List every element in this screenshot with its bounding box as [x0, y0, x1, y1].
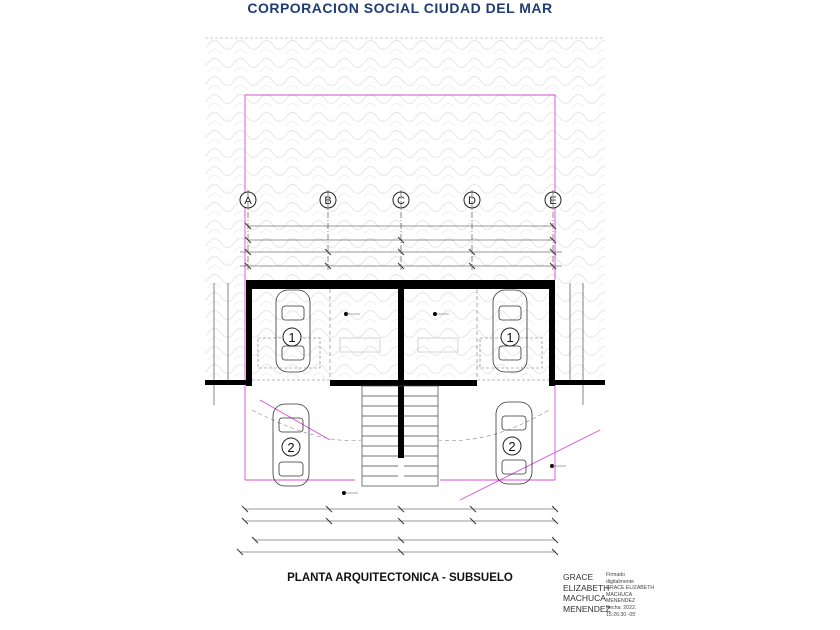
signer-name-line: GRACE	[563, 572, 594, 582]
axis-label-c: C	[397, 195, 405, 207]
bottom-dimension-lines	[237, 506, 558, 555]
parking-number-1-right: 1	[506, 330, 514, 345]
signature-details	[606, 572, 668, 618]
site-hatch-area	[205, 38, 605, 380]
signature-detail-line: Fecha: 2022.	[606, 604, 637, 611]
axis-label-b: B	[324, 195, 332, 207]
axis-label-d: D	[468, 195, 476, 207]
parking-number-2-left: 2	[287, 440, 295, 455]
signer-name-line: MACHUCA	[563, 593, 606, 603]
signature-detail-line: MENENDEZ	[606, 598, 636, 605]
document-title: CORPORACION SOCIAL CIUDAD DEL MAR	[247, 0, 553, 16]
axis-label-e: E	[549, 195, 557, 207]
parking-number-1-left: 1	[288, 330, 296, 345]
signer-name-line: ELIZABETH	[563, 582, 610, 593]
plan-title: PLANTA ARQUITECTONICA - SUBSUELO	[287, 572, 513, 584]
signature-detail-line: digitalmente	[606, 578, 634, 585]
signature-detail-line: MACHUCA	[606, 591, 633, 598]
signature-detail-line: 15:26:30 -05'	[606, 611, 637, 618]
signature-detail-line: GRACE ELIZABETH	[606, 585, 655, 592]
axis-label-a: A	[244, 195, 252, 207]
signer-name-line: MENENDEZ	[563, 603, 611, 614]
signature-detail-line: Firmado	[606, 572, 626, 578]
signer-name	[563, 572, 611, 614]
parking-number-2-right: 2	[508, 439, 516, 454]
digital-signature	[563, 572, 673, 622]
